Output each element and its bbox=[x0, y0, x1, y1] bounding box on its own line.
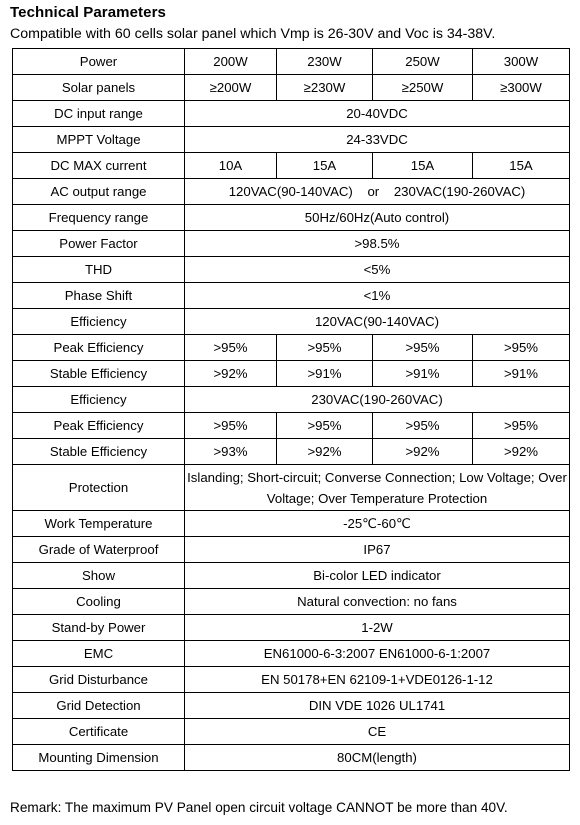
row-label: Mounting Dimension bbox=[13, 745, 185, 771]
row-label: Frequency range bbox=[13, 205, 185, 231]
row-label: Peak Efficiency bbox=[13, 335, 185, 361]
row-value: 230VAC(190-260VAC) bbox=[185, 387, 570, 413]
table-row bbox=[13, 563, 570, 589]
row-label: Solar panels bbox=[13, 75, 185, 101]
table-row bbox=[13, 75, 570, 101]
table-row bbox=[13, 205, 570, 231]
row-label: Certificate bbox=[13, 719, 185, 745]
row-value-cell: >95% bbox=[277, 335, 373, 361]
row-value: <1% bbox=[185, 283, 570, 309]
table-row bbox=[13, 589, 570, 615]
row-label: Protection bbox=[13, 465, 185, 511]
table-row bbox=[13, 719, 570, 745]
table-row bbox=[13, 615, 570, 641]
row-label: Stand-by Power bbox=[13, 615, 185, 641]
row-value-cell: 230W bbox=[277, 49, 373, 75]
row-value: Bi-color LED indicator bbox=[185, 563, 570, 589]
table-row bbox=[13, 101, 570, 127]
row-value: -25℃-60℃ bbox=[185, 511, 570, 537]
row-label: Power Factor bbox=[13, 231, 185, 257]
row-value-cell: >95% bbox=[185, 335, 277, 361]
row-value: 20-40VDC bbox=[185, 101, 570, 127]
table-body bbox=[13, 49, 570, 771]
row-label: Grid Disturbance bbox=[13, 667, 185, 693]
table-row bbox=[13, 537, 570, 563]
row-label: DC MAX current bbox=[13, 153, 185, 179]
row-value: >98.5% bbox=[185, 231, 570, 257]
table-row bbox=[13, 49, 570, 75]
row-value-cell: >92% bbox=[185, 361, 277, 387]
table-row bbox=[13, 641, 570, 667]
row-label: Efficiency bbox=[13, 309, 185, 335]
row-value-cell: >92% bbox=[373, 439, 473, 465]
row-value-cell: >91% bbox=[277, 361, 373, 387]
row-value-cell: >93% bbox=[185, 439, 277, 465]
row-value-cell: 15A bbox=[373, 153, 473, 179]
row-value: 120VAC(90-140VAC) bbox=[185, 309, 570, 335]
row-label: Stable Efficiency bbox=[13, 361, 185, 387]
row-value-cell: 200W bbox=[185, 49, 277, 75]
row-value: EN 50178+EN 62109-1+VDE0126-1-12 bbox=[185, 667, 570, 693]
row-label: AC output range bbox=[13, 179, 185, 205]
row-value: 120VAC(90-140VAC) or 230VAC(190-260VAC) bbox=[185, 179, 570, 205]
row-label: DC input range bbox=[13, 101, 185, 127]
technical-parameters-table bbox=[12, 48, 570, 771]
row-value: IP67 bbox=[185, 537, 570, 563]
table-row bbox=[13, 465, 570, 511]
table-row bbox=[13, 693, 570, 719]
page-title: Technical Parameters bbox=[10, 4, 166, 21]
table-row bbox=[13, 153, 570, 179]
row-value-cell: 15A bbox=[277, 153, 373, 179]
row-value-cell: ≥250W bbox=[373, 75, 473, 101]
row-value-cell: ≥230W bbox=[277, 75, 373, 101]
row-label: Phase Shift bbox=[13, 283, 185, 309]
table-row bbox=[13, 231, 570, 257]
row-value: 80CM(length) bbox=[185, 745, 570, 771]
row-value-cell: >95% bbox=[373, 335, 473, 361]
row-label: Efficiency bbox=[13, 387, 185, 413]
row-value-cell: >95% bbox=[473, 413, 570, 439]
row-value: CE bbox=[185, 719, 570, 745]
row-label: Grade of Waterproof bbox=[13, 537, 185, 563]
table-row bbox=[13, 283, 570, 309]
row-value-cell: >95% bbox=[185, 413, 277, 439]
row-value: 50Hz/60Hz(Auto control) bbox=[185, 205, 570, 231]
table-row bbox=[13, 511, 570, 537]
row-label: Show bbox=[13, 563, 185, 589]
row-value-cell: >92% bbox=[473, 439, 570, 465]
row-value: <5% bbox=[185, 257, 570, 283]
row-value-cell: >95% bbox=[277, 413, 373, 439]
row-value: Natural convection: no fans bbox=[185, 589, 570, 615]
row-value-cell: >95% bbox=[373, 413, 473, 439]
row-value-cell: ≥200W bbox=[185, 75, 277, 101]
row-label: Cooling bbox=[13, 589, 185, 615]
table-row bbox=[13, 413, 570, 439]
row-label: THD bbox=[13, 257, 185, 283]
row-value-cell: ≥300W bbox=[473, 75, 570, 101]
row-label: Grid Detection bbox=[13, 693, 185, 719]
table-row bbox=[13, 745, 570, 771]
row-label: Power bbox=[13, 49, 185, 75]
table-row bbox=[13, 667, 570, 693]
table-row bbox=[13, 257, 570, 283]
remark-note: Remark: The maximum PV Panel open circuit voltage CANNOT be more than 40V. bbox=[10, 800, 508, 815]
row-label: MPPT Voltage bbox=[13, 127, 185, 153]
table-row bbox=[13, 439, 570, 465]
row-label: Stable Efficiency bbox=[13, 439, 185, 465]
row-value: DIN VDE 1026 UL1741 bbox=[185, 693, 570, 719]
row-value-cell: >95% bbox=[473, 335, 570, 361]
page-subtitle: Compatible with 60 cells solar panel which Vmp is 26-30V and Voc is 34-38V. bbox=[10, 26, 496, 42]
table-row bbox=[13, 335, 570, 361]
row-value-cell: 250W bbox=[373, 49, 473, 75]
row-value: EN61000-6-3:2007 EN61000-6-1:2007 bbox=[185, 641, 570, 667]
row-value-cell: >91% bbox=[373, 361, 473, 387]
table-row bbox=[13, 309, 570, 335]
row-label: Peak Efficiency bbox=[13, 413, 185, 439]
row-value-cell: >91% bbox=[473, 361, 570, 387]
row-value: 1-2W bbox=[185, 615, 570, 641]
table-row bbox=[13, 179, 570, 205]
row-value: Islanding; Short-circuit; Converse Connection; Low Voltage; Over Voltage; Over Temperature Protection bbox=[185, 465, 570, 511]
row-label: Work Temperature bbox=[13, 511, 185, 537]
table-row bbox=[13, 361, 570, 387]
table-row bbox=[13, 387, 570, 413]
row-value-cell: >92% bbox=[277, 439, 373, 465]
row-value-cell: 15A bbox=[473, 153, 570, 179]
row-value-cell: 10A bbox=[185, 153, 277, 179]
table-row bbox=[13, 127, 570, 153]
row-label: EMC bbox=[13, 641, 185, 667]
row-value-cell: 300W bbox=[473, 49, 570, 75]
row-value: 24-33VDC bbox=[185, 127, 570, 153]
